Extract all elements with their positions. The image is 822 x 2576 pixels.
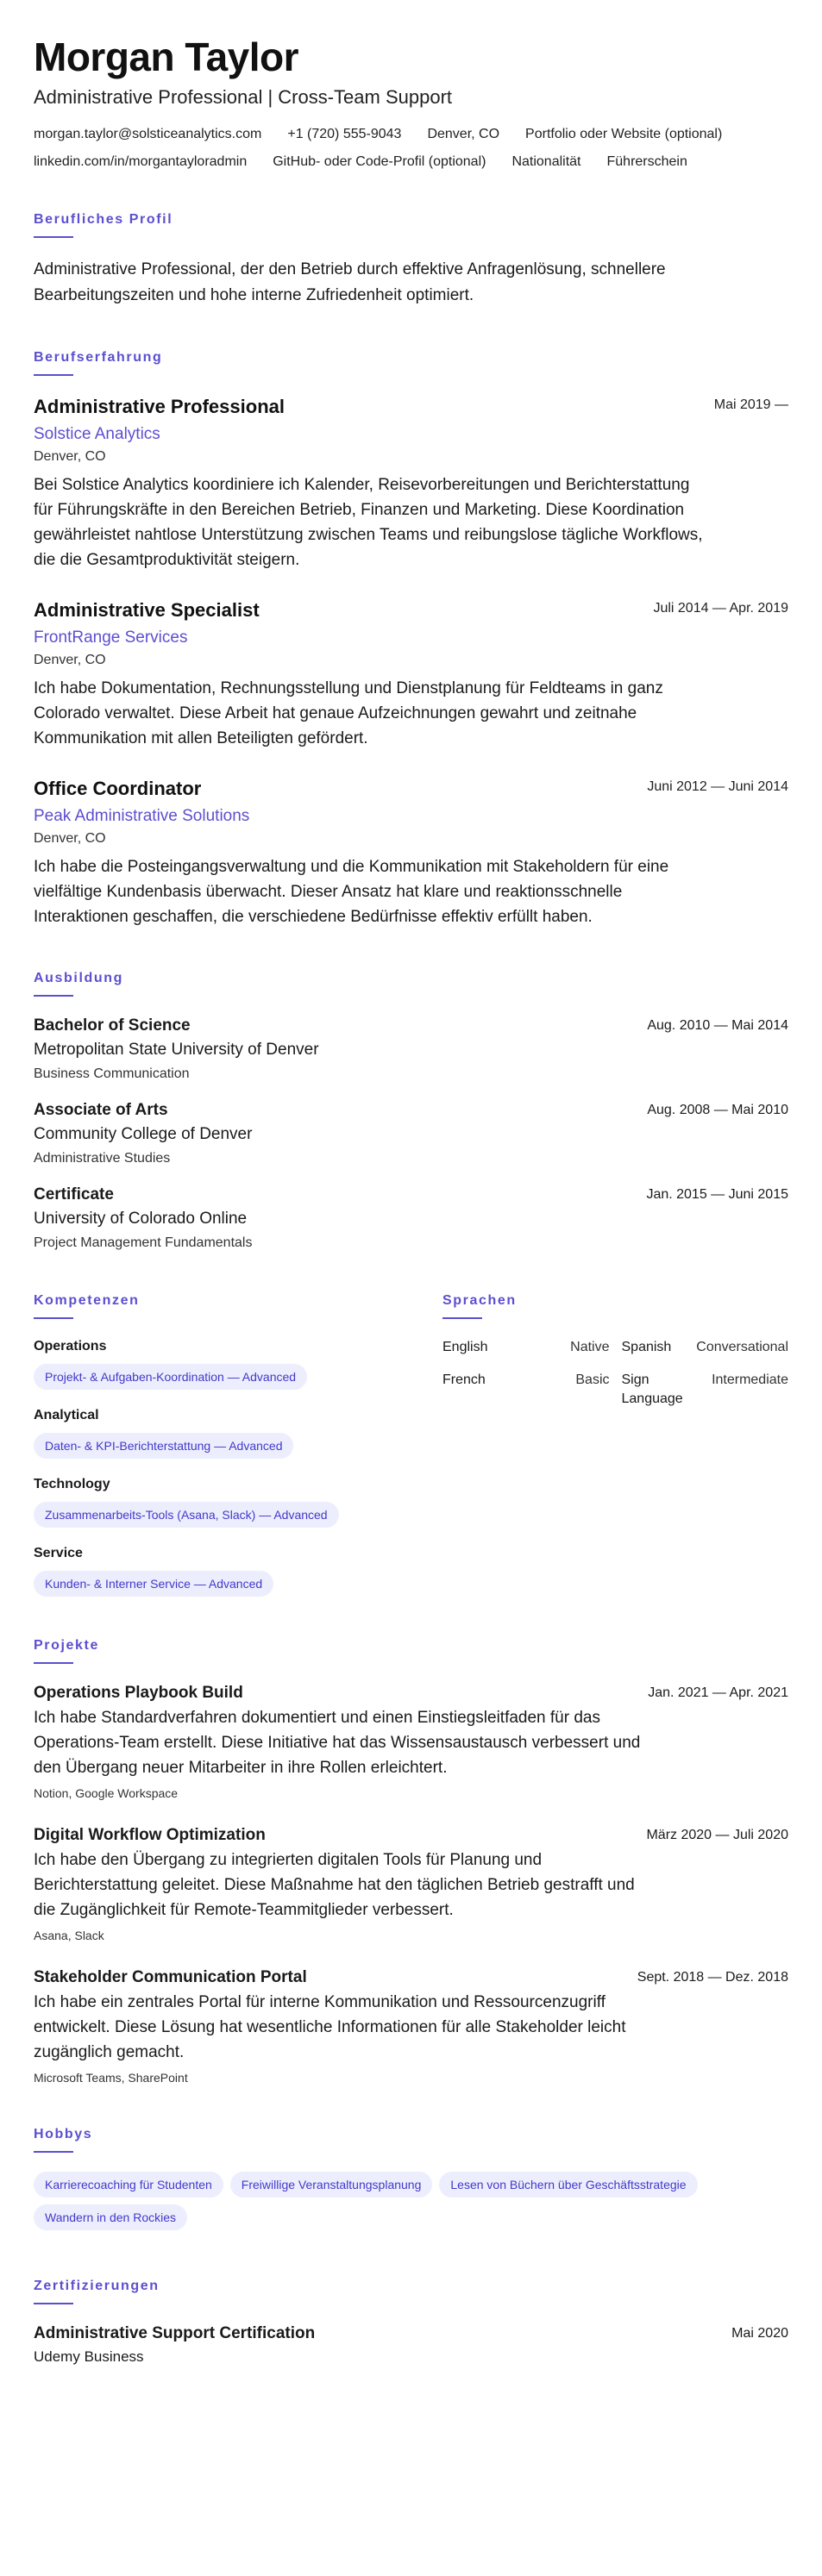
candidate-headline: Administrative Professional | Cross-Team Support	[34, 86, 453, 108]
job-location: Denver, CO	[34, 653, 106, 667]
education-date: Jan. 2015 — Juni 2015	[646, 1187, 788, 1202]
education-section	[34, 971, 788, 1252]
education-entry	[34, 1016, 788, 1083]
language-level: Conversational	[696, 1340, 788, 1354]
hobbies-section	[34, 2127, 788, 2237]
section-divider	[34, 374, 73, 376]
skills-languages-section	[34, 1293, 788, 1597]
education-date: Aug. 2010 — Mai 2014	[647, 1018, 788, 1033]
job-location: Denver, CO	[34, 449, 106, 464]
section-divider	[34, 236, 73, 238]
section-divider	[34, 1662, 73, 1664]
education-degree: Certificate	[34, 1185, 114, 1204]
language-name: Sign Language	[621, 1372, 683, 1406]
education-degree: Associate of Arts	[34, 1101, 168, 1119]
job-entry	[34, 598, 788, 751]
certification-date: Mai 2020	[731, 2326, 788, 2341]
languages-column	[442, 1293, 788, 1597]
project-tools: Microsoft Teams, SharePoint	[34, 2071, 188, 2085]
education-school: Metropolitan State University of Denver	[34, 1041, 319, 1059]
section-title: Ausbildung	[34, 971, 123, 985]
skill-category: Operations	[34, 1339, 107, 1354]
education-entry	[34, 1100, 788, 1167]
contact-location: Denver, CO	[427, 127, 500, 141]
contact-info	[34, 126, 788, 171]
section-title: Hobbys	[34, 2127, 93, 2141]
project-title: Stakeholder Communication Portal	[34, 1968, 307, 1986]
language-level: Basic	[575, 1372, 610, 1387]
skill-group	[34, 1407, 408, 1459]
section-title: Kompetenzen	[34, 1293, 140, 1308]
projects-section	[34, 1638, 788, 2085]
project-description: Ich habe den Übergang zu integrierten digitalen Tools für Planung und Berichterstattung geleitet. Diese Maßnahme hat den täglichen Betrieb gestrafft und die Zugänglichkeit für Remote-Teammitglieder verbessert.	[34, 1851, 635, 1919]
language-list	[442, 1338, 788, 1409]
project-date: März 2020 — Juli 2020	[646, 1828, 788, 1842]
language-name: French	[442, 1372, 486, 1387]
certification-name: Administrative Support Certification	[34, 2324, 316, 2342]
resume-header	[34, 33, 788, 171]
profile-section	[34, 212, 788, 309]
skill-category: Service	[34, 1546, 83, 1560]
project-tools: Notion, Google Workspace	[34, 1786, 179, 1800]
skill-category: Technology	[34, 1477, 110, 1491]
experience-section	[34, 350, 788, 929]
education-field: Administrative Studies	[34, 1151, 171, 1166]
education-field: Business Communication	[34, 1066, 190, 1081]
contact-github[interactable]: GitHub- oder Code-Profil (optional)	[273, 154, 486, 169]
project-date: Sept. 2018 — Dez. 2018	[637, 1970, 788, 1985]
language-item	[622, 1371, 789, 1409]
contact-linkedin[interactable]: linkedin.com/in/morgantayloradmin	[34, 154, 248, 169]
hobby-chip: Karrierecoaching für Studenten	[34, 2172, 223, 2198]
language-item	[442, 1371, 610, 1409]
skill-chip: Kunden- & Interner Service — Advanced	[34, 1571, 273, 1597]
skills-column	[34, 1293, 408, 1597]
contact-portfolio[interactable]: Portfolio oder Website (optional)	[525, 127, 723, 141]
hobby-list	[34, 2172, 788, 2237]
education-field: Project Management Fundamentals	[34, 1235, 253, 1250]
project-entry	[34, 1967, 788, 2085]
certification-entry	[34, 2323, 788, 2367]
job-description: Bei Solstice Analytics koordiniere ich Kalender, Reisevorbereitungen und Berichterstattung für Führungskräfte in den Bereichen Betrieb, Finanzen und Marketing. Diese Koordination gewährleistet nahtlose Unterstützung zwischen Teams und reibungslose tägliche Workflows, die die Gesamtproduktivität steigern.	[34, 476, 703, 569]
skill-chip: Daten- & KPI-Berichterstattung — Advanced	[34, 1433, 293, 1459]
job-company: Solstice Analytics	[34, 425, 160, 443]
project-title: Operations Playbook Build	[34, 1684, 243, 1702]
job-date: Juni 2012 — Juni 2014	[647, 779, 788, 794]
education-date: Aug. 2008 — Mai 2010	[647, 1103, 788, 1117]
language-item	[622, 1338, 789, 1357]
skill-category: Analytical	[34, 1408, 99, 1422]
skill-group	[34, 1338, 408, 1390]
section-title: Sprachen	[442, 1293, 517, 1308]
section-title: Zertifizierungen	[34, 2279, 160, 2293]
skill-group	[34, 1476, 408, 1528]
section-title: Berufserfahrung	[34, 350, 163, 365]
project-date: Jan. 2021 — Apr. 2021	[648, 1685, 788, 1700]
education-school: University of Colorado Online	[34, 1210, 248, 1228]
job-date: Mai 2019 —	[713, 397, 788, 412]
skill-chip: Zusammenarbeits-Tools (Asana, Slack) — Advanced	[34, 1502, 339, 1528]
project-tools: Asana, Slack	[34, 1929, 104, 1942]
job-title: Administrative Professional	[34, 396, 285, 417]
job-company: Peak Administrative Solutions	[34, 807, 250, 825]
section-title: Projekte	[34, 1638, 99, 1653]
hobby-chip: Wandern in den Rockies	[34, 2204, 187, 2230]
certifications-section	[34, 2279, 788, 2367]
skill-chip: Projekt- & Aufgaben-Koordination — Advanced	[34, 1364, 307, 1390]
project-description: Ich habe Standardverfahren dokumentiert und einen Einstiegsleitfaden für das Operations-Team erstellt. Diese Initiative hat das Wissensaustausch verbessert und den Übergang neuer Mitarbeiter in ihre Rollen erleichtert.	[34, 1709, 641, 1777]
language-level: Intermediate	[712, 1372, 788, 1387]
language-name: Spanish	[621, 1340, 672, 1354]
section-divider	[34, 2303, 73, 2304]
job-title: Office Coordinator	[34, 778, 202, 799]
language-item	[442, 1338, 610, 1357]
education-school: Community College of Denver	[34, 1125, 253, 1143]
section-title: Berufliches Profil	[34, 212, 173, 227]
job-company: FrontRange Services	[34, 628, 188, 647]
language-name: English	[442, 1340, 488, 1354]
job-description: Ich habe Dokumentation, Rechnungsstellung und Dienstplanung für Feldteams in ganz Colorado verwaltet. Diese Arbeit hat genaue Aufzeichnungen gewahrt und zeitnahe Kommunikation mit allen Beteiligten gefördert.	[34, 679, 663, 747]
project-entry	[34, 1825, 788, 1943]
profile-summary: Administrative Professional, der den Betrieb durch effektive Anfragenlösung, schnellere Bearbeitungszeiten und hohe interne Zufriedenheit optimiert.	[34, 260, 666, 304]
contact-license: Führerschein	[606, 154, 687, 169]
section-divider	[34, 995, 73, 997]
job-description: Ich habe die Posteingangsverwaltung und die Kommunikation mit Stakeholdern für eine vielfältige Kundenbasis überwacht. Dieser Ansatz hat klare und reaktionsschnelle Interaktionen geschaffen, die verschiedene Bedürfnisse effektiv erfüllt haben.	[34, 858, 669, 926]
job-date: Juli 2014 — Apr. 2019	[653, 601, 788, 616]
candidate-name: Morgan Taylor	[34, 34, 299, 79]
hobby-chip: Lesen von Büchern über Geschäftsstrategie	[439, 2172, 697, 2198]
job-title: Administrative Specialist	[34, 599, 260, 621]
education-entry	[34, 1185, 788, 1252]
contact-phone[interactable]: +1 (720) 555-9043	[287, 127, 402, 141]
section-divider	[34, 2151, 73, 2153]
job-entry	[34, 395, 788, 572]
language-level: Native	[570, 1340, 610, 1354]
project-description: Ich habe ein zentrales Portal für interne Kommunikation und Ressourcenzugriff entwickelt. Diese Lösung hat wesentliche Informationen für alle Stakeholder leicht zugänglich gemacht.	[34, 1993, 626, 2061]
job-entry	[34, 777, 788, 929]
project-title: Digital Workflow Optimization	[34, 1826, 266, 1844]
skill-group	[34, 1545, 408, 1597]
contact-nationality: Nationalität	[511, 154, 581, 169]
project-entry	[34, 1683, 788, 1801]
section-divider	[442, 1317, 482, 1319]
job-location: Denver, CO	[34, 831, 106, 846]
certification-issuer: Udemy Business	[34, 2348, 144, 2365]
section-divider	[34, 1317, 73, 1319]
contact-email[interactable]: morgan.taylor@solsticeanalytics.com	[34, 127, 262, 141]
education-degree: Bachelor of Science	[34, 1016, 191, 1035]
hobby-chip: Freiwillige Veranstaltungsplanung	[230, 2172, 433, 2198]
